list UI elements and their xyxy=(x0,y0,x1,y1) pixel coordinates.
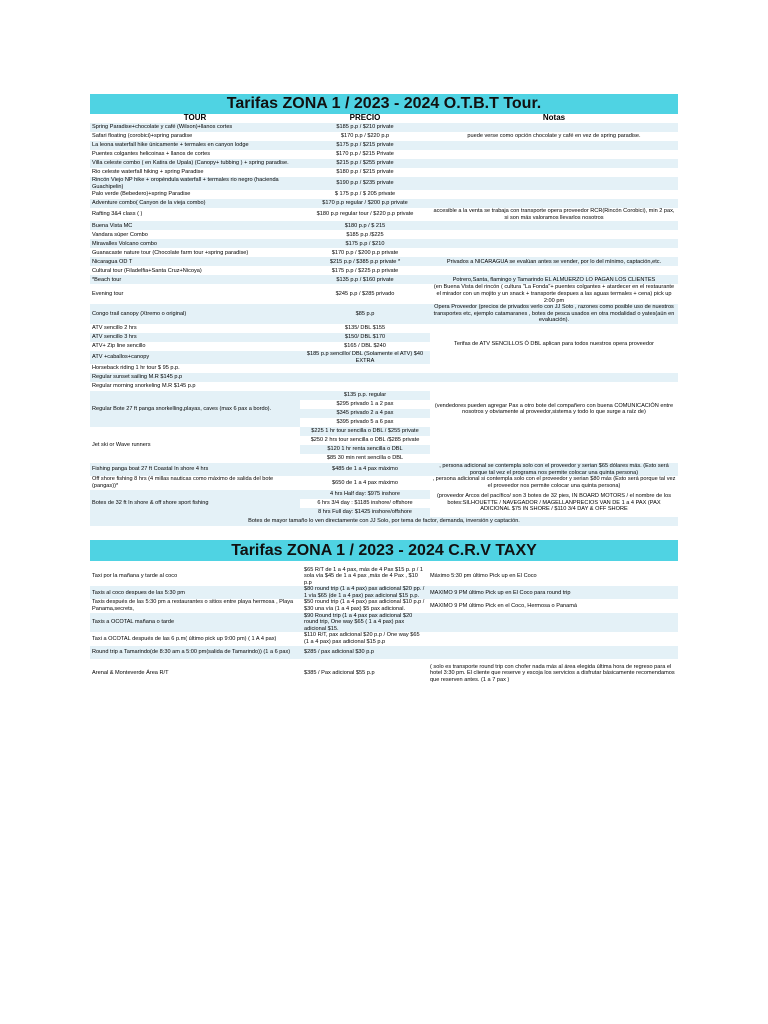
table-row xyxy=(90,275,678,284)
tour-cell: Vandara súper Combo xyxy=(92,231,148,238)
price-cell: $85 p.p xyxy=(300,304,430,324)
table-row xyxy=(90,476,678,489)
taxi-row xyxy=(90,613,678,633)
price-cell: $185 p.p sencillo/ DBL (Solamente el ATV) $40 EXTRA xyxy=(300,351,430,364)
table-row xyxy=(90,168,678,177)
footer-note: Botes de mayor tamaño lo ven directamente con JJ Solo, por tema de factor, demanda, inversión y captación. xyxy=(90,517,678,526)
tour-cell: La leona waterfall hike únicamente + termales en canyon lodge xyxy=(90,141,300,150)
tour-cell: Rio celeste waterfall hiking + spring Paradise xyxy=(92,169,204,176)
taxi-row xyxy=(90,599,678,612)
notes-cell: , persona adicional si contempla solo con el proveedor y serian $80 más (Esto será porque tal vez el proveedor nos permite colocar una quinta persona) xyxy=(432,476,676,489)
price-cell: $295 privado 1 a 2 pax xyxy=(336,401,394,408)
tour-cell: *Beach tour xyxy=(90,275,300,284)
table-row xyxy=(90,150,678,159)
notes-cell xyxy=(430,123,678,132)
price-cell: $150/ DBL $170 xyxy=(300,333,430,342)
table-row xyxy=(90,257,678,266)
notes-cell xyxy=(430,230,678,239)
table-row xyxy=(90,208,678,221)
notes-cell: Opera Proveedor (precios de privados verlo con JJ Soto , razones como posible uso de nuestros transportes etc, ejemplo catamaranes , botes de pesca usados en otra modalidad o yates(aún en evaluación). xyxy=(430,304,678,324)
taxi-price-cell: $65 R/T de 1 a 4 pax, más de 4 Pax $15 p. p / 1 sola vía $45 de 1 a 4 pax ,más de 4 Pax , $10 p.p xyxy=(304,566,423,586)
notes-cell: Terifas de ATV SENCILLOS Ó DBL aplican para todos nuestros opera proveedor xyxy=(454,340,654,347)
price-cell: $485 de 1 a 4 pax máximo xyxy=(300,463,430,476)
table-row xyxy=(90,177,678,190)
rate-sheet xyxy=(90,94,678,689)
table-row xyxy=(90,132,678,141)
notes-cell: puede verse como opción chocolate y café en vez de spring paradise. xyxy=(467,133,641,140)
notes-cell: (vendedores pueden agregar Pax a otro bote del compañero con buena COMUNICACIÓN entre nosotros y obviamente al proveedor,sistema y todo lo que surge a raíz de) xyxy=(434,402,674,416)
table-row xyxy=(90,373,678,382)
notes-cell xyxy=(430,239,678,248)
notes-cell: Privados a NICARAGUA se evalúan antes se vender, por lo del mínimo, captación,etc. xyxy=(430,257,678,266)
tour-cell: Off shore fishing 8 hrs (4 millas nauticas como máximo de salida del bote (pangas))* xyxy=(92,476,274,489)
tour-cell: ATV+ Zip line sencillo xyxy=(92,343,146,350)
tour-cell: Cultural tour (Filadelfia+Santa Cruz+Nicoya) xyxy=(92,267,202,274)
price-cell: $120 1 hr renta sencilla o DBL xyxy=(300,445,430,454)
table-row xyxy=(90,239,678,248)
table-row xyxy=(90,463,678,476)
taxi-price-cell: $50 round trip (1 a 4 pax) pax adicional $10 p.p / $30 una vía (1 a 4 pax) $5 pax adicional. xyxy=(304,599,425,613)
tour-cell: ATV +caballos+canopy xyxy=(90,351,300,364)
tour-cell: Safari floating (corobici)+spring paradise xyxy=(92,133,193,140)
notes-cell xyxy=(430,159,678,168)
price-cell xyxy=(300,382,430,391)
tour-cell: ATV sencillo 3 hrs xyxy=(90,333,300,342)
notes-cell xyxy=(430,364,678,373)
table-row xyxy=(90,230,678,239)
price-cell: $170 p.p / $200 p.p private xyxy=(331,249,399,256)
tour-cell: Rafting 3&4 class ( ) xyxy=(92,211,143,218)
price-cell: $170 p.p / $220 p.p xyxy=(340,133,390,140)
price-cell: 6 hrs 3/4 day : $1185 inshore/ offshore xyxy=(317,499,413,506)
notes-cell xyxy=(430,199,678,208)
table-row xyxy=(90,391,678,400)
notes-cell: accesible a la venta se trabaja con transporte opera proveedor RCR(Rincón Corobici), min 2 pax, si son más valoramos llevarlos nosotros xyxy=(433,208,675,221)
price-cell: $165 / DBL $240 xyxy=(344,343,386,350)
table-row xyxy=(90,364,678,373)
section2-title: Tarifas ZONA 1 / 2023 - 2024 C.R.V TAXY xyxy=(90,540,678,561)
notes-cell xyxy=(430,150,678,159)
tour-cell: Puentes colgantes helicoinas + llanos de cortes xyxy=(92,151,211,158)
price-cell: $170 p.p / $215 Private xyxy=(336,151,394,158)
taxi-row xyxy=(90,586,678,599)
notes-cell: , persona adicional se contempla solo con el proveedor y serian $65 dólares más. (Esto será porque tal vez el programa nos permite colocar una quinta persona) xyxy=(430,463,678,476)
price-cell: $175 p.p / $210 xyxy=(300,239,430,248)
price-cell: $180 p.p regular tour / $220 p.p private xyxy=(316,211,414,218)
notes-cell xyxy=(430,382,678,391)
price-cell: $135 p.p. regular xyxy=(300,391,430,400)
price-cell: $185 p.p /$225 xyxy=(346,231,384,238)
tour-cell: Nicaragua OD T xyxy=(90,257,300,266)
price-cell: $190 p.p / $235 private xyxy=(300,177,430,190)
tour-cell: Botes de 32 ft In shore & off shore sport fishing xyxy=(90,490,300,517)
table-header-row xyxy=(90,114,678,123)
tour-cell: Villa celeste combo ( en Katira de Upala) (Canopy+ tubbing ) + spring paradise. xyxy=(90,159,300,168)
taxi-table xyxy=(90,561,678,689)
price-cell: $650 de 1 a 4 pax máximo xyxy=(332,479,398,486)
notes-cell xyxy=(430,248,678,257)
price-cell: $135 p.p / $160 private xyxy=(300,275,430,284)
table-row xyxy=(90,199,678,208)
taxi-notes-cell: MAXIMO 9 PM último Pick en el Coco, Hermosa o Panamá xyxy=(430,602,578,609)
price-cell: $185 p.p / $210 private xyxy=(300,123,430,132)
section1-title: Tarifas ZONA 1 / 2023 - 2024 O.T.B.T Tour. xyxy=(90,94,678,114)
price-cell xyxy=(300,373,430,382)
notes-cell: Potrero,Santa, flamingo y Tamarindo EL ALMUERZO LO PAGAN LOS CLIENTES xyxy=(430,275,678,284)
tour-cell: Buena Vista MC xyxy=(90,221,300,230)
price-cell: $345 privado 2 a 4 pax xyxy=(300,409,430,418)
service-cell: Taxis después de las 5:30 pm a restaurantes o sitios entre playa hermosa , Playa Panama,secrets, xyxy=(92,599,294,613)
price-cell: $135/ DBL $155 xyxy=(344,325,386,332)
tour-cell: Miravalles Volcano combo xyxy=(90,239,300,248)
tour-cell: Jet ski or Wave runners xyxy=(92,441,151,448)
tour-cell: Rincón Viejo NP hike + oropéndula waterfall + termales rio negro (hacienda Guachipelin) xyxy=(90,177,300,190)
notes-cell xyxy=(430,141,678,150)
price-cell: $180 p.p / $ 215 xyxy=(300,221,430,230)
tour-cell: Evening tour xyxy=(92,290,124,297)
taxi-price-cell: $285 / pax adicional $30 p.p xyxy=(302,646,428,659)
price-cell: 4 hrs Half day: $975 inshore xyxy=(300,490,430,499)
taxi-row xyxy=(90,659,678,689)
taxi-notes-cell xyxy=(428,646,678,659)
price-cell: $175 p.p / $225 p.p private xyxy=(331,267,399,274)
service-cell: Taxi por la mañana y tarde al coco xyxy=(92,573,178,580)
table-row xyxy=(90,141,678,150)
table-row xyxy=(90,159,678,168)
footer-note-row xyxy=(90,517,678,526)
taxi-notes-cell xyxy=(428,632,678,645)
taxi-row xyxy=(90,646,678,659)
service-cell: Taxi a OCOTAL después de las 6 p.m( último pick up 9:00 pm) ( 1 A 4 pax) xyxy=(92,635,277,642)
table-row xyxy=(90,490,678,499)
notes-cell xyxy=(430,373,678,382)
header-notas: Notas xyxy=(542,114,566,123)
tour-cell: Regular Bote 27 ft panga snorkelling,playas, caves (max 6 pax a bordo). xyxy=(90,391,300,427)
price-cell: $250 2 hrs tour sencilla o DBL /$285 private xyxy=(310,437,420,444)
table-row xyxy=(90,324,678,333)
service-cell: Round trip a Tamarindo(de 8:30 am a 5:00 pm(salida de Tamarindo)) (1 a 6 pax) xyxy=(90,646,302,659)
taxi-notes-cell xyxy=(428,613,678,633)
notes-cell xyxy=(430,190,678,199)
service-cell: Taxis al coco despues de las 5:30 pm xyxy=(90,586,302,599)
taxi-notes-cell: Máximo 5:30 pm último Pick up en El Coco xyxy=(430,573,537,580)
notes-cell: (proveedor Arcos del pacífico/ son 3 botes de 32 pies, IN BOARD MOTORS / el nombre de los botes:SILHOUETTE / NAVEGADOR / MAGELLANPRECIOS VAN DE 1 a 4 PAX (PAX ADICIONAL $75 IN SHORE / $110 3/4 DAY & OFF SHORE xyxy=(436,493,671,513)
price-cell: $175 p.p / $215 private xyxy=(300,141,430,150)
header-tour: TOUR xyxy=(183,114,207,123)
table-row xyxy=(90,382,678,391)
table-row xyxy=(90,304,678,324)
price-cell: $170 p.p regular / $200 p.p private xyxy=(300,199,430,208)
price-cell: $245 p.p / $285 privado xyxy=(335,290,395,297)
tour-cell: Adventure combo( Canyon de la vieja combo) xyxy=(90,199,300,208)
notes-cell xyxy=(430,177,678,190)
price-cell xyxy=(300,364,430,373)
tour-cell: Fishing panga boat 27 ft Coastal In shore 4 hrs xyxy=(90,463,300,476)
notes-cell xyxy=(430,168,678,177)
price-cell: $180 p.p / $215 private xyxy=(336,169,394,176)
tours-table xyxy=(90,114,678,526)
taxi-price-cell: $90 Round trip (1 a 4 pax pax adicional $20 round trip, One way $65 ( 1 a 4 pax) pax adicional $15. xyxy=(302,613,428,633)
taxi-row xyxy=(90,632,678,645)
notes-cell: (en Buena Vista del rincón ( cultura "La Fonda"+ puentes colgantes + atardecer en el restaurante el mirador con un mojito y un snack + transporte despues a las aguas termales + cena) pick up 2:00 pm xyxy=(433,284,675,304)
tour-cell: Palo verde (Bebedero)+spring Paradise xyxy=(92,191,191,198)
taxi-price-cell: $80 round trip (1 a 4 pax) pax adicional $20 pp. / 1 vía $65 (de 1 a 4 pax) pax adicional $15 p.p. xyxy=(302,586,428,599)
table-row xyxy=(90,284,678,304)
price-cell: $215 p.p / $385 p.p private * xyxy=(300,257,430,266)
table-row xyxy=(90,123,678,132)
tour-cell: Congo trail canopy (Xtremo o original) xyxy=(90,304,300,324)
taxi-price-cell: $110 R/T, pax adicional $20 p.p / One way $65 (1 a 4 pax) pax adicional $15 p.p xyxy=(304,632,420,646)
table-row xyxy=(90,427,678,436)
service-cell: Taxis a OCOTAL mañana o tarde xyxy=(90,613,302,633)
notes-cell xyxy=(430,266,678,275)
table-row xyxy=(90,248,678,257)
price-cell: $85 30 min rent sencilla o DBL xyxy=(326,455,404,462)
tour-cell: Horseback riding 1 hr tour $ 95 p.p. xyxy=(92,365,180,372)
tour-cell: Regular sunset sailing M.R $145 p.p xyxy=(90,373,300,382)
table-row xyxy=(90,266,678,275)
taxi-row xyxy=(90,567,678,587)
table-row xyxy=(90,190,678,199)
price-cell: $215 p.p / $255 private xyxy=(300,159,430,168)
price-cell: $395 privado 5 a 6 pax xyxy=(336,419,394,426)
tour-cell: Guanacaste nature tour (Chocolate farm tour +spring paradise) xyxy=(92,249,249,256)
table-row xyxy=(90,221,678,230)
notes-cell xyxy=(430,221,678,230)
price-cell: 8 hrs Full day: $1425 inshore/offshore xyxy=(300,508,430,517)
taxi-notes-cell: MAXIMO 9 PM último Pick up en El Coco para round trip xyxy=(428,586,678,599)
header-precio: PRECIO xyxy=(349,114,381,123)
tour-cell: Spring Paradise+chocolate y café (Wilson)+llanos cortes xyxy=(90,123,300,132)
price-cell: $ 175 p.p / $ 205 private xyxy=(334,191,396,198)
taxi-notes-cell: ( solo es transporte round trip con chofer nada más al área elegida última hora de regreso para el hotel 3:30 pm. El cliente que reserve y escoja los servicios a disfrutar básicamente recomendamos que reserven antes. (1 a 7 pax ) xyxy=(430,663,675,683)
notes-cell xyxy=(430,427,678,463)
tour-cell: ATV sencillo 2 hrs xyxy=(92,325,137,332)
service-cell: Arenal & Monteverde Área R/T xyxy=(92,670,169,677)
taxi-price-cell: $385 / Pax adicional $55 p.p xyxy=(304,670,375,677)
price-cell: $225 1 hr tour sencilla o DBL / $255 private xyxy=(300,427,430,436)
tour-cell: Regular morning snorkeling M.R $145 p.p xyxy=(92,383,196,390)
